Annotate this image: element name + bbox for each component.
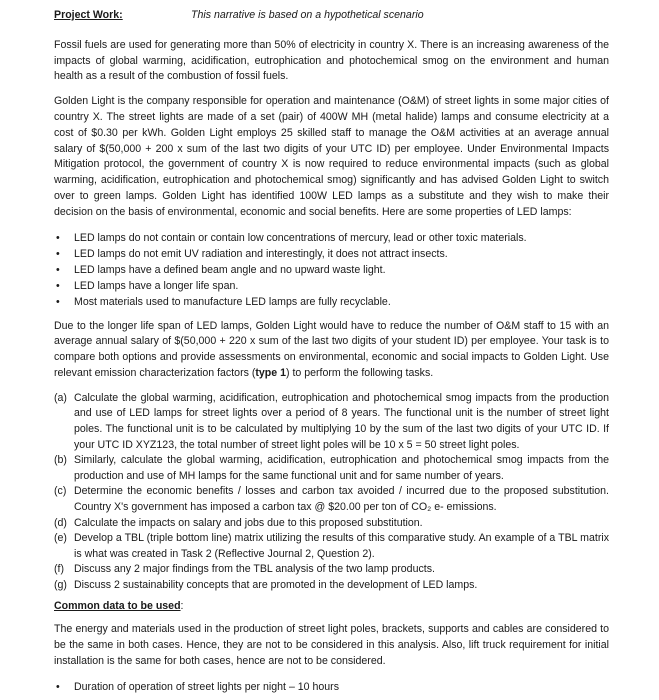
- list-item: • LED lamps do not contain or contain low concentrations of mercury, lead or other toxic materials.: [56, 231, 527, 244]
- list-item: • LED lamps have a defined beam angle and no upward waste light.: [56, 263, 386, 276]
- task-item: (g) Discuss 2 sustainability concepts that are promoted in the development of LED lamps.: [54, 578, 609, 594]
- intro-paragraph: Fossil fuels are used for generating more than 50% of electricity in country X. There is an increasing awareness of the impacts of global warming, acidification, eutrophication and photochemical smog on the environment and human health as a result of the combustion of fossil fuels.: [54, 38, 609, 83]
- list-item: • LED lamps do not emit UV radiation and interestingly, it does not attract insects.: [56, 247, 448, 260]
- bullet-icon: •: [56, 680, 60, 693]
- bullet-icon: •: [56, 247, 60, 260]
- task-label: (e): [54, 532, 67, 545]
- task-label: (f): [54, 563, 64, 576]
- document-header: [54, 8, 609, 24]
- task-label: (g): [54, 578, 67, 591]
- task-list: [54, 391, 609, 594]
- task-label: (a): [54, 391, 67, 404]
- type-1-emphasis: type 1: [255, 366, 286, 379]
- golden-light-paragraph: Golden Light is the company responsible for operation and maintenance (O&M) of street lights in some major cities of country X. The street lights are made of a set (pair) of 400W MH (metal halide) lamps and consume electricity at a cost of $0.30 per kWh. Golden Light employs 25 skilled staff to manage the O&M activities at an average annual salary of $(50,000 + 200 x sum of the last two digits of your UTC ID) per employee. Under Environmental Impacts Mitigation protocol, the government of country X is now required to reduce environmental impacts (such as global warming, acidification, eutrophication and photochemical smog) significantly and has advised Golden Light to switch over to green lamps. Golden Light has identified 100W LED lamps as a substitute and they wish to make their decision on the basis of environmental, economic and social benefits. Here are some properties of LED lamps:: [54, 95, 609, 218]
- bullet-icon: •: [56, 295, 60, 308]
- project-work-title: Project Work:: [54, 9, 123, 21]
- list-item: • LED lamps have a longer life span.: [56, 279, 239, 292]
- task-overview-paragraph: Due to the longer life span of LED lamps, Golden Light would have to reduce the number of O&M staff to 15 with an average annual salary of $(50,000 + 220 x sum of the last two digits of your student ID) per employee. Your task is to compare both options and provide assessments on environmental, economic and social impacts to Golden Light. Use relevant emission characterization factors (type 1) to perform the following tasks.: [54, 319, 609, 379]
- common-data-list: [54, 679, 609, 695]
- task-item: (f) Discuss any 2 major findings from the TBL analysis of the two lamp products.: [54, 562, 609, 578]
- list-item: • Most materials used to manufacture LED lamps are fully recyclable.: [56, 295, 391, 308]
- task-label: (d): [54, 516, 67, 529]
- task-item: (c) Determine the economic benefits / losses and carbon tax avoided / incurred due to the proposed substitution. Country X's government has imposed a carbon tax @ $20.00 per ton of CO₂ e- emissions.: [54, 484, 609, 515]
- common-data-heading: Common data to be used:: [54, 600, 184, 613]
- scenario-note: This narrative is based on a hypothetical scenario: [191, 9, 424, 21]
- task-label: (c): [54, 485, 67, 498]
- task-item: (e) Develop a TBL (triple bottom line) matrix utilizing the results of this comparative study. An example of a TBL matrix is what was created in Task 2 (Reflective Journal 2, Question 2).: [54, 531, 609, 562]
- list-item: • Duration of operation of street lights per night – 10 hours: [56, 680, 340, 693]
- task-label: (b): [54, 454, 67, 467]
- task-item: (d) Calculate the impacts on salary and jobs due to this proposed substitution.: [54, 516, 609, 532]
- bullet-icon: •: [56, 231, 60, 244]
- bullet-icon: •: [56, 279, 60, 292]
- bullet-icon: •: [56, 263, 60, 276]
- led-properties-list: [54, 230, 609, 310]
- task-item: (a) Calculate the global warming, acidification, eutrophication and photochemical smog impacts from the production and use of LED lamps for street lights over a period of 8 years. The functional unit is the number of street light poles. The functional unit is to be calculated by multiplying 10 by the sum of the last two digits of your UTC ID. If your UTC ID XYZ123, the total number of street light poles will be 10 x 5 = 50 street light poles.: [54, 391, 609, 453]
- common-data-paragraph: The energy and materials used in the production of street light poles, brackets, supports and cables are considered to be the same in both cases. Hence, they are not to be considered in this analysis. Also, lift truck requirement for initial installation is the same for both cases, hence are not to be considered.: [54, 623, 609, 667]
- task-item: (b) Similarly, calculate the global warming, acidification, eutrophication and photochemical smog impacts from the production and use of MH lamps for the same functional unit and for same number of years.: [54, 453, 609, 484]
